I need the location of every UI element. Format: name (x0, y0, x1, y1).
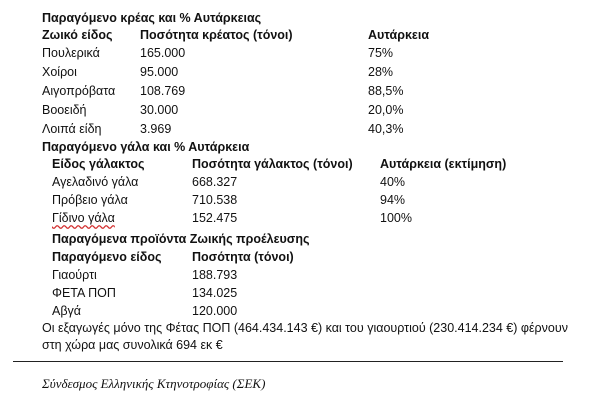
milk-header-type: Είδος γάλακτος (52, 157, 145, 171)
divider-line (13, 361, 563, 362)
meat-species-cell: Αιγοπρόβατα (42, 84, 116, 98)
meat-self-sufficiency-cell: 88,5% (368, 84, 404, 98)
meat-header-self-sufficiency: Αυτάρκεια (368, 28, 430, 42)
milk-quantity-cell: 710.538 (192, 193, 238, 207)
milk-quantity-cell: 668.327 (192, 175, 238, 189)
products-header-item: Παραγόμενο είδος (52, 250, 162, 264)
meat-quantity-cell: 95.000 (140, 65, 179, 79)
products-section-title: Παραγόμενα προϊόντα Ζωικής προέλευσης (52, 232, 310, 246)
table-row (0, 211, 600, 228)
milk-type-cell: Πρόβειο γάλα (52, 193, 128, 207)
table-row (0, 286, 600, 303)
table-row (0, 65, 600, 82)
milk-quantity-cell: 152.475 (192, 211, 238, 225)
meat-self-sufficiency-cell: 75% (368, 46, 394, 60)
meat-species-cell: Λοιπά είδη (42, 122, 102, 136)
meat-self-sufficiency-cell: 40,3% (368, 122, 404, 136)
products-table-header (0, 250, 600, 267)
milk-self-sufficiency-cell: 40% (380, 175, 406, 189)
meat-quantity-cell: 165.000 (140, 46, 186, 60)
meat-header-species: Ζωικό είδος (42, 28, 113, 42)
meat-section-title: Παραγόμενο κρέας και % Αυτάρκειας (42, 11, 262, 25)
meat-self-sufficiency-cell: 20,0% (368, 103, 404, 117)
table-row (0, 122, 600, 139)
table-row (0, 304, 600, 321)
meat-table-header (0, 28, 600, 45)
products-header-quantity: Ποσότητα (τόνοι) (192, 250, 294, 264)
milk-self-sufficiency-cell: 100% (380, 211, 412, 225)
milk-section-title: Παραγόμενο γάλα και % Αυτάρκεια (42, 140, 250, 154)
table-row (0, 175, 600, 192)
product-item-cell: ΦΕΤΑ ΠΟΠ (52, 286, 116, 300)
meat-quantity-cell: 3.969 (140, 122, 172, 136)
product-item-cell: Αβγά (52, 304, 82, 318)
meat-quantity-cell: 108.769 (140, 84, 186, 98)
product-quantity-cell: 120.000 (192, 304, 238, 318)
meat-species-cell: Χοίροι (42, 65, 77, 79)
product-quantity-cell: 134.025 (192, 286, 238, 300)
milk-table-header (0, 157, 600, 174)
product-item-cell: Γιαούρτι (52, 268, 97, 282)
meat-self-sufficiency-cell: 28% (368, 65, 394, 79)
milk-header-self-sufficiency: Αυτάρκεια (εκτίμηση) (380, 157, 507, 171)
meat-header-quantity: Ποσότητα κρέατος (τόνοι) (140, 28, 293, 42)
milk-type-cell: Αγελαδινό γάλα (52, 175, 139, 189)
milk-type-cell: Γίδινο γάλα (52, 211, 115, 225)
table-row (0, 46, 600, 63)
source-caption: Σύνδεσμος Ελληνικής Κτηνοτροφίας (ΣΕΚ) (42, 376, 266, 391)
table-row (0, 84, 600, 101)
milk-header-quantity: Ποσότητα γάλακτος (τόνοι) (192, 157, 353, 171)
product-quantity-cell: 188.793 (192, 268, 238, 282)
table-row (0, 193, 600, 210)
meat-species-cell: Βοοειδή (42, 103, 87, 117)
milk-self-sufficiency-cell: 94% (380, 193, 406, 207)
meat-quantity-cell: 30.000 (140, 103, 179, 117)
table-row (0, 268, 600, 285)
table-row (0, 103, 600, 120)
meat-species-cell: Πουλερικά (42, 46, 100, 60)
exports-note: Οι εξαγωγές μόνο της Φέτας ΠΟΠ (464.434.143 €) και του γιαουρτιού (230.414.234 €) φέρνουν στη χώρα μας συνολικά 694 εκ € (42, 321, 568, 352)
